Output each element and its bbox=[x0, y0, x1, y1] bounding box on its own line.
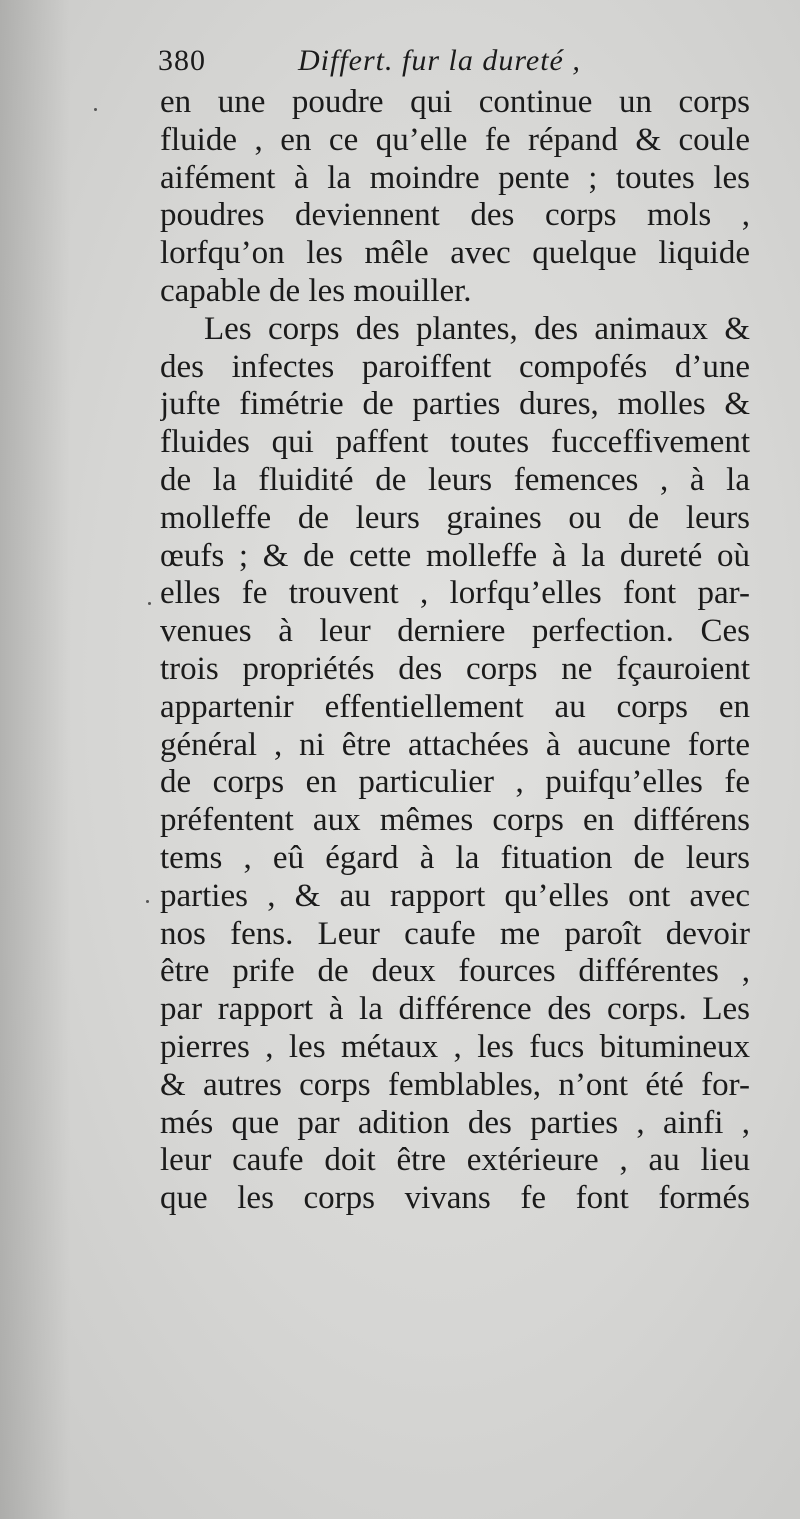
text-line: elles fe trouvent , lorfqu’elles font par- bbox=[160, 575, 750, 612]
text-line: œufs ; & de cette molleffe à la dureté où bbox=[160, 537, 750, 574]
text-line: nos fens. Leur caufe me paroît devoir bbox=[160, 915, 750, 952]
text-line: préfentent aux mêmes corps en différens bbox=[160, 802, 750, 839]
text-line: pierres , les métaux , les fucs bitumineux bbox=[160, 1028, 750, 1065]
text-line: être prife de deux fources différentes , bbox=[160, 953, 750, 990]
text-line: général , ni être attachées à aucune forte bbox=[160, 726, 750, 763]
text-line: trois propriétés des corps ne fçauroient bbox=[160, 650, 750, 687]
text-line: poudres deviennent des corps mols , bbox=[160, 197, 750, 234]
text-line: de la fluidité de leurs femences , à la bbox=[160, 461, 750, 498]
text-line: en une poudre qui continue un corps bbox=[160, 84, 750, 120]
text-line: aifément à la moindre pente ; toutes les bbox=[160, 159, 750, 196]
text-line: tems , eû égard à la fituation de leurs bbox=[160, 839, 750, 876]
gutter-shadow bbox=[0, 0, 70, 1519]
text-line: que les corps vivans fe font formés bbox=[160, 1180, 750, 1217]
text-line: jufte fimétrie de parties dures, molles & bbox=[160, 386, 750, 423]
text-line: des infectes paroiffent compofés d’une bbox=[160, 348, 750, 385]
body-text bbox=[160, 84, 750, 1218]
text-line: lorfqu’on les mêle avec quelque liquide bbox=[160, 235, 750, 272]
text-line: fluides qui paffent toutes fucceffivement bbox=[160, 424, 750, 461]
paper-speck bbox=[148, 602, 151, 605]
text-line: de corps en particulier , puifqu’elles fe bbox=[160, 764, 750, 801]
text-line: appartenir effentiellement au corps en bbox=[160, 688, 750, 725]
text-line: molleffe de leurs graines ou de leurs bbox=[160, 499, 750, 536]
page-number: 380 bbox=[158, 44, 206, 77]
text-line: & autres corps femblables, n’ont été for- bbox=[160, 1066, 750, 1103]
text-line: parties , & au rapport qu’elles ont avec bbox=[160, 877, 750, 914]
text-line: fluide , en ce qu’elle fe répand & coule bbox=[160, 121, 750, 158]
paper-speck bbox=[146, 900, 149, 903]
text-line: capable de les mouiller. bbox=[160, 272, 472, 309]
text-line: leur caufe doit être extérieure , au lieu bbox=[160, 1142, 750, 1179]
text-line: venues à leur derniere perfection. Ces bbox=[160, 613, 750, 650]
running-head: Differt. fur la dureté , bbox=[298, 44, 581, 77]
text-line: Les corps des plantes, des animaux & bbox=[204, 310, 750, 347]
text-line: més que par adition des parties , ainfi , bbox=[160, 1104, 750, 1141]
text-line: par rapport à la différence des corps. Les bbox=[160, 991, 750, 1028]
paper-speck bbox=[94, 108, 97, 111]
